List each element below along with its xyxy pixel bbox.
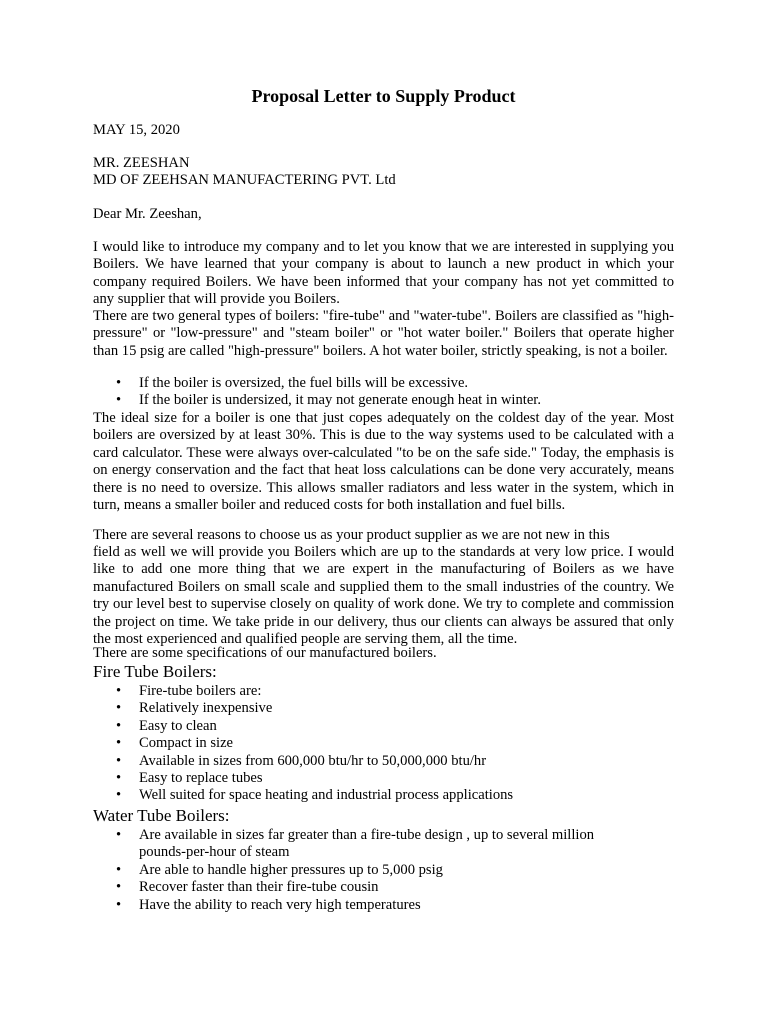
paragraph-intro: I would like to introduce my company and to let you know that we are interested in supplying you Boilers. We have learned that your company is about to launch a new product in which your company required Boilers. We have been informed that your company has not yet committed to any supplier that will provide you Boilers. bbox=[93, 239, 674, 308]
list-item-text: If the boiler is undersized, it may not generate enough heat in winter. bbox=[139, 392, 542, 409]
paragraph-reasons: field as well we will provide you Boilers which are up to the standards at very low price. I would like to add one more thing that we are expert in the manufacturing of Boilers as we have manufactured Boilers on small scale and supplied them to the small industries of the country. We try our level best to supervise closely on quality of work done. We try to complete and commission the project on time. We take pride in our delivery, thus our clients can always be assured that only the most experienced and qualified people are serving them, all the time. bbox=[93, 544, 674, 648]
list-item-text: If the boiler is oversized, the fuel bills will be excessive. bbox=[139, 375, 469, 391]
list-item-text: Recover faster than their fire-tube cousin bbox=[139, 879, 379, 896]
water-tube-list bbox=[93, 827, 633, 914]
bullet-icon: • bbox=[116, 683, 122, 699]
list-item-text: Easy to clean bbox=[139, 717, 217, 734]
bullet-icon: • bbox=[116, 896, 122, 913]
list-item-text: Compact in size bbox=[139, 735, 234, 752]
bullet-icon: • bbox=[116, 879, 122, 896]
list-item bbox=[93, 770, 653, 787]
bullet-icon: • bbox=[116, 717, 122, 734]
fire-tube-list bbox=[93, 683, 653, 805]
list-item bbox=[93, 375, 653, 392]
list-item-text: Available in sizes from 600,000 btu/hr to 50,000,000 btu/hr bbox=[139, 752, 487, 769]
list-item bbox=[93, 787, 653, 804]
bullet-icon: • bbox=[116, 375, 122, 391]
paragraph-specifications: There are some specifications of our manufactured boilers. bbox=[93, 645, 437, 661]
list-item bbox=[93, 700, 653, 717]
list-item bbox=[93, 718, 653, 735]
recipient-name: MR. ZEESHAN bbox=[93, 155, 190, 171]
list-item-text: Are able to handle higher pressures up to 5,000 psig bbox=[139, 861, 443, 878]
list-item bbox=[93, 879, 633, 896]
bullet-icon: • bbox=[116, 787, 122, 804]
salutation: Dear Mr. Zeeshan, bbox=[93, 206, 202, 222]
recipient-title: MD OF ZEEHSAN MANUFACTERING PVT. Ltd bbox=[93, 172, 396, 188]
list-item-text: Fire-tube boilers are: bbox=[139, 683, 262, 699]
list-item-text: Easy to replace tubes bbox=[139, 770, 263, 787]
bullet-icon: • bbox=[116, 770, 122, 787]
list-item bbox=[93, 862, 633, 879]
list-item-text: Well suited for space heating and industrial process applications bbox=[139, 787, 514, 804]
sizing-bullet-list bbox=[93, 375, 653, 410]
bullet-icon: • bbox=[116, 861, 122, 878]
list-item bbox=[93, 683, 653, 700]
paragraph-boiler-types: There are two general types of boilers: "fire-tube" and "water-tube". Boilers are classified as "high-pressure" or "low-pressure" and "steam boiler" or "hot water boiler." Boilers that operate higher than 15 psig are called "high-pressure" boilers. A hot water boiler, strictly speaking, is not a boiler. bbox=[93, 308, 674, 359]
bullet-icon: • bbox=[116, 700, 122, 717]
bullet-icon: • bbox=[116, 735, 122, 752]
list-item-text: Are available in sizes far greater than a fire-tube design , up to several million pounds-per-hour of steam bbox=[139, 827, 595, 861]
list-item bbox=[93, 897, 633, 914]
fire-tube-heading: Fire Tube Boilers: bbox=[93, 662, 217, 681]
list-item-text: Relatively inexpensive bbox=[139, 700, 273, 717]
list-item bbox=[93, 735, 653, 752]
paragraph-ideal-size: The ideal size for a boiler is one that just copes adequately on the coldest day of the year. Most boilers are oversized by at least 30%. This is due to the way systems used to be calculated with a card calculator. These were always over-calculated "to be on the safe side." Today, the emphasis is on energy conservation and the fact that heat loss calculations can be done very accurately, means there is no need to oversize. This allows smaller radiators and less water in the system, which in turn, means a smaller boiler and reduced costs for both installation and fuel bills. bbox=[93, 410, 674, 514]
letter-date: MAY 15, 2020 bbox=[93, 122, 180, 138]
letter-title: Proposal Letter to Supply Product bbox=[251, 86, 516, 106]
bullet-icon: • bbox=[116, 827, 122, 843]
water-tube-heading: Water Tube Boilers: bbox=[93, 806, 230, 825]
list-item bbox=[93, 753, 653, 770]
list-item bbox=[93, 392, 653, 409]
bullet-icon: • bbox=[116, 392, 122, 409]
list-item bbox=[93, 827, 633, 862]
paragraph-reasons-first-line: There are several reasons to choose us as your product supplier as we are not new in this bbox=[93, 527, 610, 543]
list-item-text: Have the ability to reach very high temperatures bbox=[139, 896, 421, 913]
bullet-icon: • bbox=[116, 752, 122, 769]
